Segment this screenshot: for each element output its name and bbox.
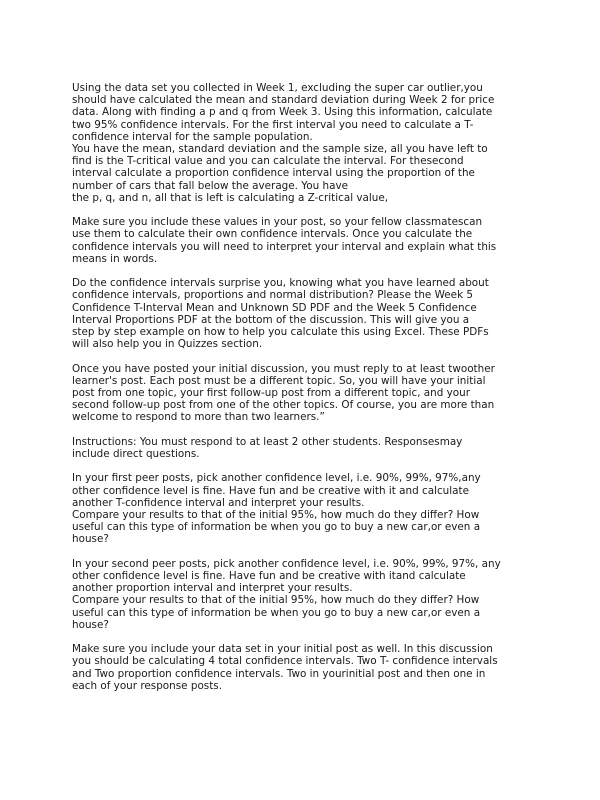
text-line: useful can this type of information be when you go to buy a new car,or even a [72, 606, 481, 619]
text-line: In your first peer posts, pick another confidence level, i.e. 90%, 99%, 97%,any [72, 472, 481, 485]
text-line: Compare your results to that of the initial 95%, how much do they differ? How [72, 509, 480, 522]
text-line: two 95% confidence intervals. For the first interval you need to calculate a T- [72, 118, 474, 131]
paragraph-data-set-reminder [72, 643, 534, 692]
paragraph-second-peer-post [72, 558, 534, 631]
text-line: confidence intervals, proportions and normal distribution? Please the Week 5 [72, 289, 474, 302]
text-line: second follow-up post from one of the other topics. Of course, you are more than [72, 399, 495, 412]
text-line: means in words. [72, 252, 158, 265]
text-line: confidence intervals you will need to interpret your interval and explain what this [72, 240, 497, 253]
paragraph-surprise-question [72, 277, 534, 350]
text-line: Using the data set you collected in Week 1, excluding the super car outlier,you [72, 82, 483, 94]
text-line: In your second peer posts, pick another confidence level, i.e. 90%, 99%, 97%, any [72, 557, 501, 570]
text-line: learner's post. Each post must be a different topic. So, you will have your initial [72, 374, 486, 387]
text-line: confidence interval for the sample population. [72, 130, 313, 143]
text-line: use them to calculate their own confidence intervals. Once you calculate the [72, 228, 473, 241]
text-line: and Two proportion confidence intervals. Two in yourinitial post and then one in [72, 667, 486, 680]
text-line: Instructions: You must respond to at least 2 other students. Responsesmay [72, 435, 463, 448]
text-line: other confidence level is fine. Have fun and be creative with itand calculate [72, 570, 466, 583]
paragraph-include-values [72, 216, 534, 265]
text-line: Make sure you include your data set in your initial post as well. In this discussion [72, 643, 493, 656]
text-line: house? [72, 618, 109, 631]
text-line: data. Along with finding a p and q from Week 3. Using this information, calculate [72, 106, 493, 119]
text-line: another proportion interval and interpret your results. [72, 582, 353, 595]
paragraph-first-peer-post [72, 472, 534, 545]
text-line: should have calculated the mean and standard deviation during Week 2 for price [72, 94, 495, 107]
text-line: include direct questions. [72, 448, 200, 461]
text-line: number of cars that fall below the average. You have [72, 179, 348, 192]
text-line: house? [72, 533, 109, 546]
text-line: useful can this type of information be when you go to buy a new car,or even a [72, 521, 481, 534]
text-line: each of your response posts. [72, 679, 222, 692]
text-line: find is the T-critical value and you can calculate the interval. For thesecond [72, 155, 464, 168]
text-line: Once you have posted your initial discussion, you must reply to at least twoother [72, 362, 495, 375]
text-line: post from one topic, your first follow-up post from a different topic, and your [72, 387, 471, 400]
text-line: welcome to respond to more than two learners.” [72, 411, 325, 424]
text-line: Make sure you include these values in your post, so your fellow classmatescan [72, 216, 483, 229]
document-body [72, 82, 534, 704]
text-line: Confidence T-Interval Mean and Unknown SD PDF and the Week 5 Confidence [72, 301, 477, 314]
text-line: the p, q, and n, all that is left is calculating a Z-critical value, [72, 191, 389, 204]
text-line: Compare your results to that of the initial 95%, how much do they differ? How [72, 594, 480, 607]
text-line: another T-confidence interval and interpret your results. [72, 496, 365, 509]
text-line: Interval Proportions PDF at the bottom of the discussion. This will give you a [72, 313, 470, 326]
paragraph-reply-requirements [72, 363, 534, 424]
paragraph-instructions [72, 436, 534, 460]
text-line: other confidence level is fine. Have fun and be creative with it and calculate [72, 484, 469, 497]
paragraph-instructions-intro [72, 82, 534, 204]
text-line: step by step example on how to help you calculate this using Excel. These PDFs [72, 326, 489, 339]
text-line: you should be calculating 4 total confidence intervals. Two T- confidence intervals [72, 655, 498, 668]
text-line: interval calculate a proportion confidence interval using the proportion of the [72, 167, 475, 180]
text-line: You have the mean, standard deviation and the sample size, all you have left to [72, 143, 488, 156]
text-line: Do the confidence intervals surprise you, knowing what you have learned about [72, 277, 489, 290]
text-line: will also help you in Quizzes section. [72, 338, 263, 351]
